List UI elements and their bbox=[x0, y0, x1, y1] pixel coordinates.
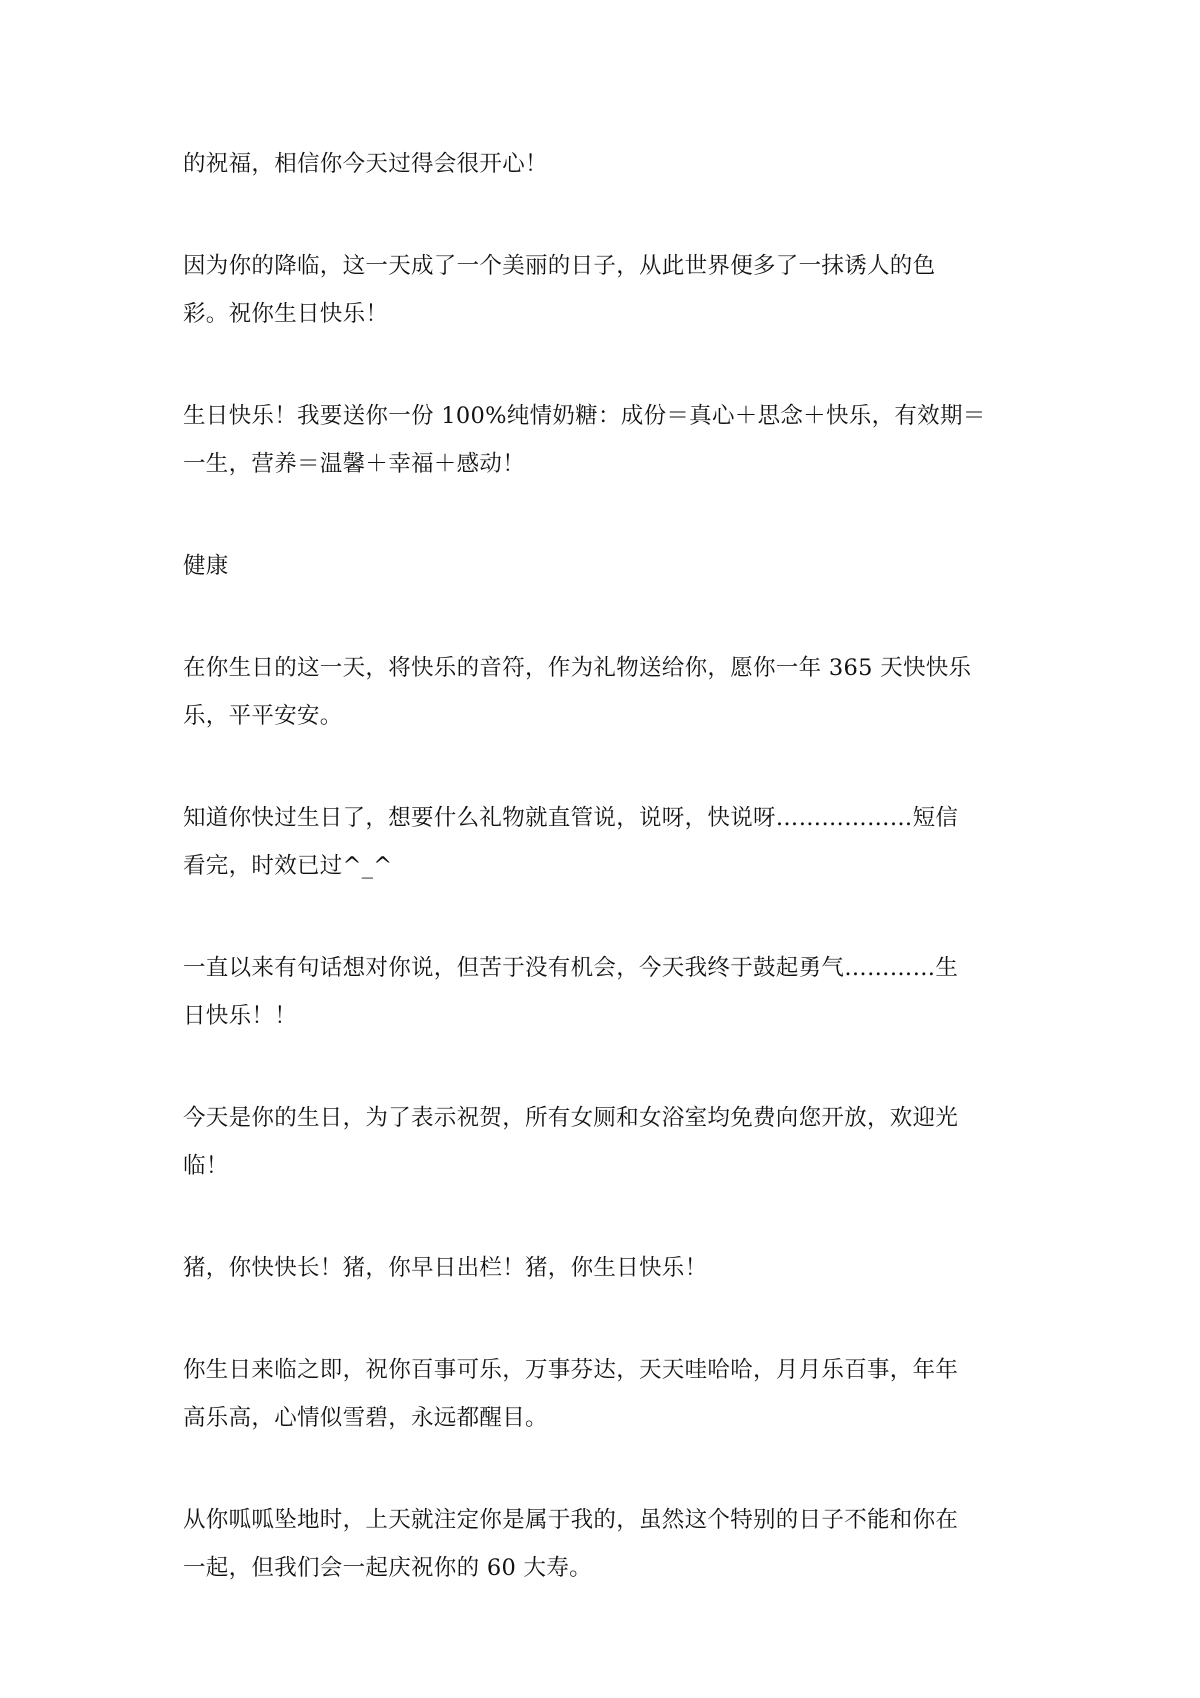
paragraph-line: 临！ bbox=[183, 1153, 229, 1179]
paragraph-11 bbox=[183, 1496, 1023, 1592]
paragraph-line: 你生日来临之即，祝你百事可乐，万事芬达，天天哇哈哈，月月乐百事，年年 bbox=[183, 1357, 959, 1383]
paragraph-8 bbox=[183, 1094, 1023, 1190]
paragraph-line: 乐，平平安安。 bbox=[183, 703, 343, 729]
paragraph-line: 在你生日的这一天，将快乐的音符，作为礼物送给你，愿你一年 365 天快快乐 bbox=[183, 655, 972, 681]
paragraph-line: 今天是你的生日，为了表示祝贺，所有女厕和女浴室均免费向您开放，欢迎光 bbox=[183, 1105, 959, 1131]
paragraph-6 bbox=[183, 794, 1023, 890]
paragraph-line: 健康 bbox=[183, 553, 229, 579]
paragraph-1 bbox=[183, 140, 1023, 188]
paragraph-line: 从你呱呱坠地时，上天就注定你是属于我的，虽然这个特别的日子不能和你在 bbox=[183, 1507, 959, 1533]
paragraph-line: 一直以来有句话想对你说，但苦于没有机会，今天我终于鼓起勇气…………生 bbox=[183, 955, 959, 981]
paragraph-line: 的祝福，相信你今天过得会很开心！ bbox=[183, 151, 548, 177]
paragraph-line: 一起，但我们会一起庆祝你的 60 大寿。 bbox=[183, 1555, 592, 1581]
paragraph-7 bbox=[183, 944, 1023, 1040]
paragraph-3 bbox=[183, 392, 1023, 488]
paragraph-10 bbox=[183, 1346, 1023, 1442]
paragraph-line: 一生，营养＝温馨＋幸福＋感动！ bbox=[183, 451, 526, 477]
paragraph-line: 猪，你快快长！猪，你早日出栏！猪，你生日快乐！ bbox=[183, 1255, 708, 1281]
paragraph-5 bbox=[183, 644, 1023, 740]
paragraph-line: 日快乐！！ bbox=[183, 1003, 298, 1029]
paragraph-line: 知道你快过生日了，想要什么礼物就直管说，说呀，快说呀………………短信 bbox=[183, 805, 959, 831]
paragraph-2 bbox=[183, 242, 1023, 338]
paragraph-line: 生日快乐！我要送你一份 100%纯情奶糖：成份＝真心＋思念＋快乐，有效期＝ bbox=[183, 403, 986, 429]
paragraph-line: 看完，时效已过^_^ bbox=[183, 853, 393, 879]
paragraph-9 bbox=[183, 1244, 1023, 1292]
paragraph-line: 高乐高，心情似雪碧，永远都醒目。 bbox=[183, 1405, 548, 1431]
paragraph-line: 因为你的降临，这一天成了一个美丽的日子，从此世界便多了一抹诱人的色 bbox=[183, 253, 936, 279]
paragraph-line: 彩。祝你生日快乐！ bbox=[183, 301, 389, 327]
paragraph-4 bbox=[183, 542, 1023, 590]
document-body bbox=[183, 140, 1023, 1646]
